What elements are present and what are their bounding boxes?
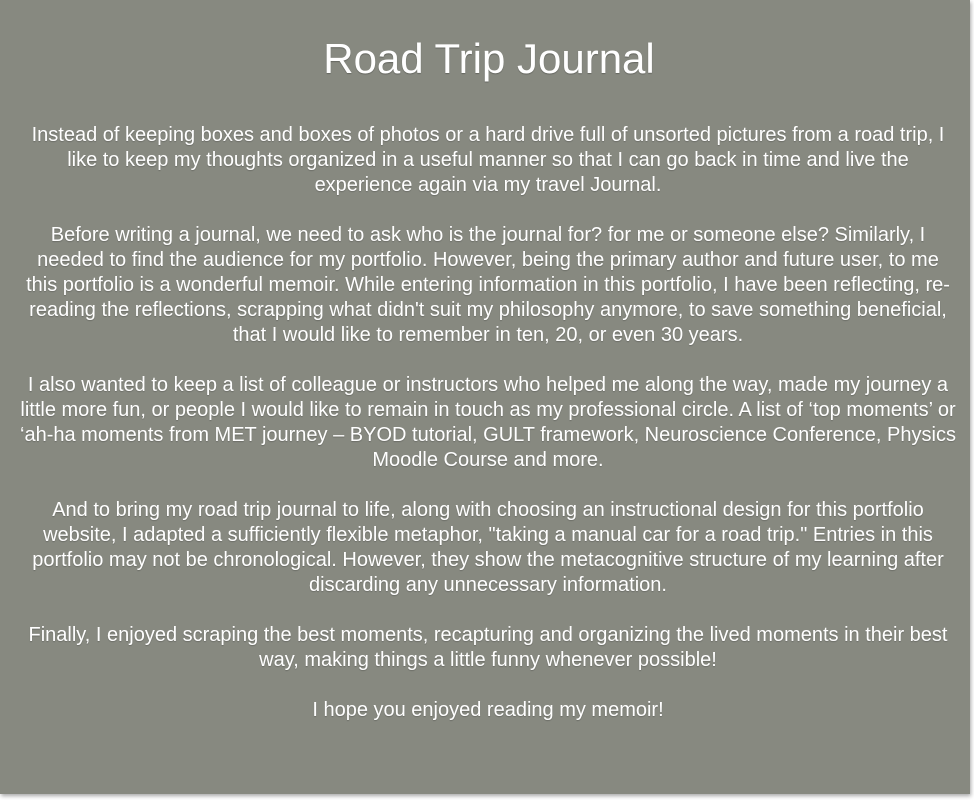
paragraph-finally: Finally, I enjoyed scraping the best moments, recapturing and organizing the lived moments in their best way, making things a little funny whenever possible!	[28, 624, 948, 671]
paragraph-closing: I hope you enjoyed reading my memoir!	[312, 699, 664, 721]
paragraph-metaphor: And to bring my road trip journal to life, along with choosing an instructional design for this portfolio website, I adapted a sufficiently flexible metaphor, "taking a manual car for a road trip." Entries in this portfolio may not be chronological. However, they show the metacognitive structure of my learning after discarding any unnecessary information.	[32, 499, 944, 596]
page-title: Road Trip Journal	[323, 35, 655, 82]
paragraph-audience: Before writing a journal, we need to ask who is the journal for? for me or someone else? Similarly, I needed to find the audience for my portfolio. However, being the primary author and future user, to me this portfolio is a wonderful memoir. While entering information in this portfolio, I have been reflecting, re-reading the reflections, scrapping what didn't suit my philosophy anymore, to save something beneficial, that I would like to remember in ten, 20, or even 30 years.	[26, 224, 950, 346]
journal-body	[20, 123, 956, 723]
paragraph-intro: Instead of keeping boxes and boxes of photos or a hard drive full of unsorted pictures from a road trip, I like to keep my thoughts organized in a useful manner so that I can go back in time and live the experience again via my travel Journal.	[31, 124, 945, 196]
paragraph-colleagues: I also wanted to keep a list of colleague or instructors who helped me along the way, made my journey a little more fun, or people I would like to remain in touch as my professional circle. A list of ‘top moments’ or ‘ah-ha moments from MET journey – BYOD tutorial, GULT framework, Neuroscience Conference, Physics Moodle Course and more.	[20, 374, 956, 471]
